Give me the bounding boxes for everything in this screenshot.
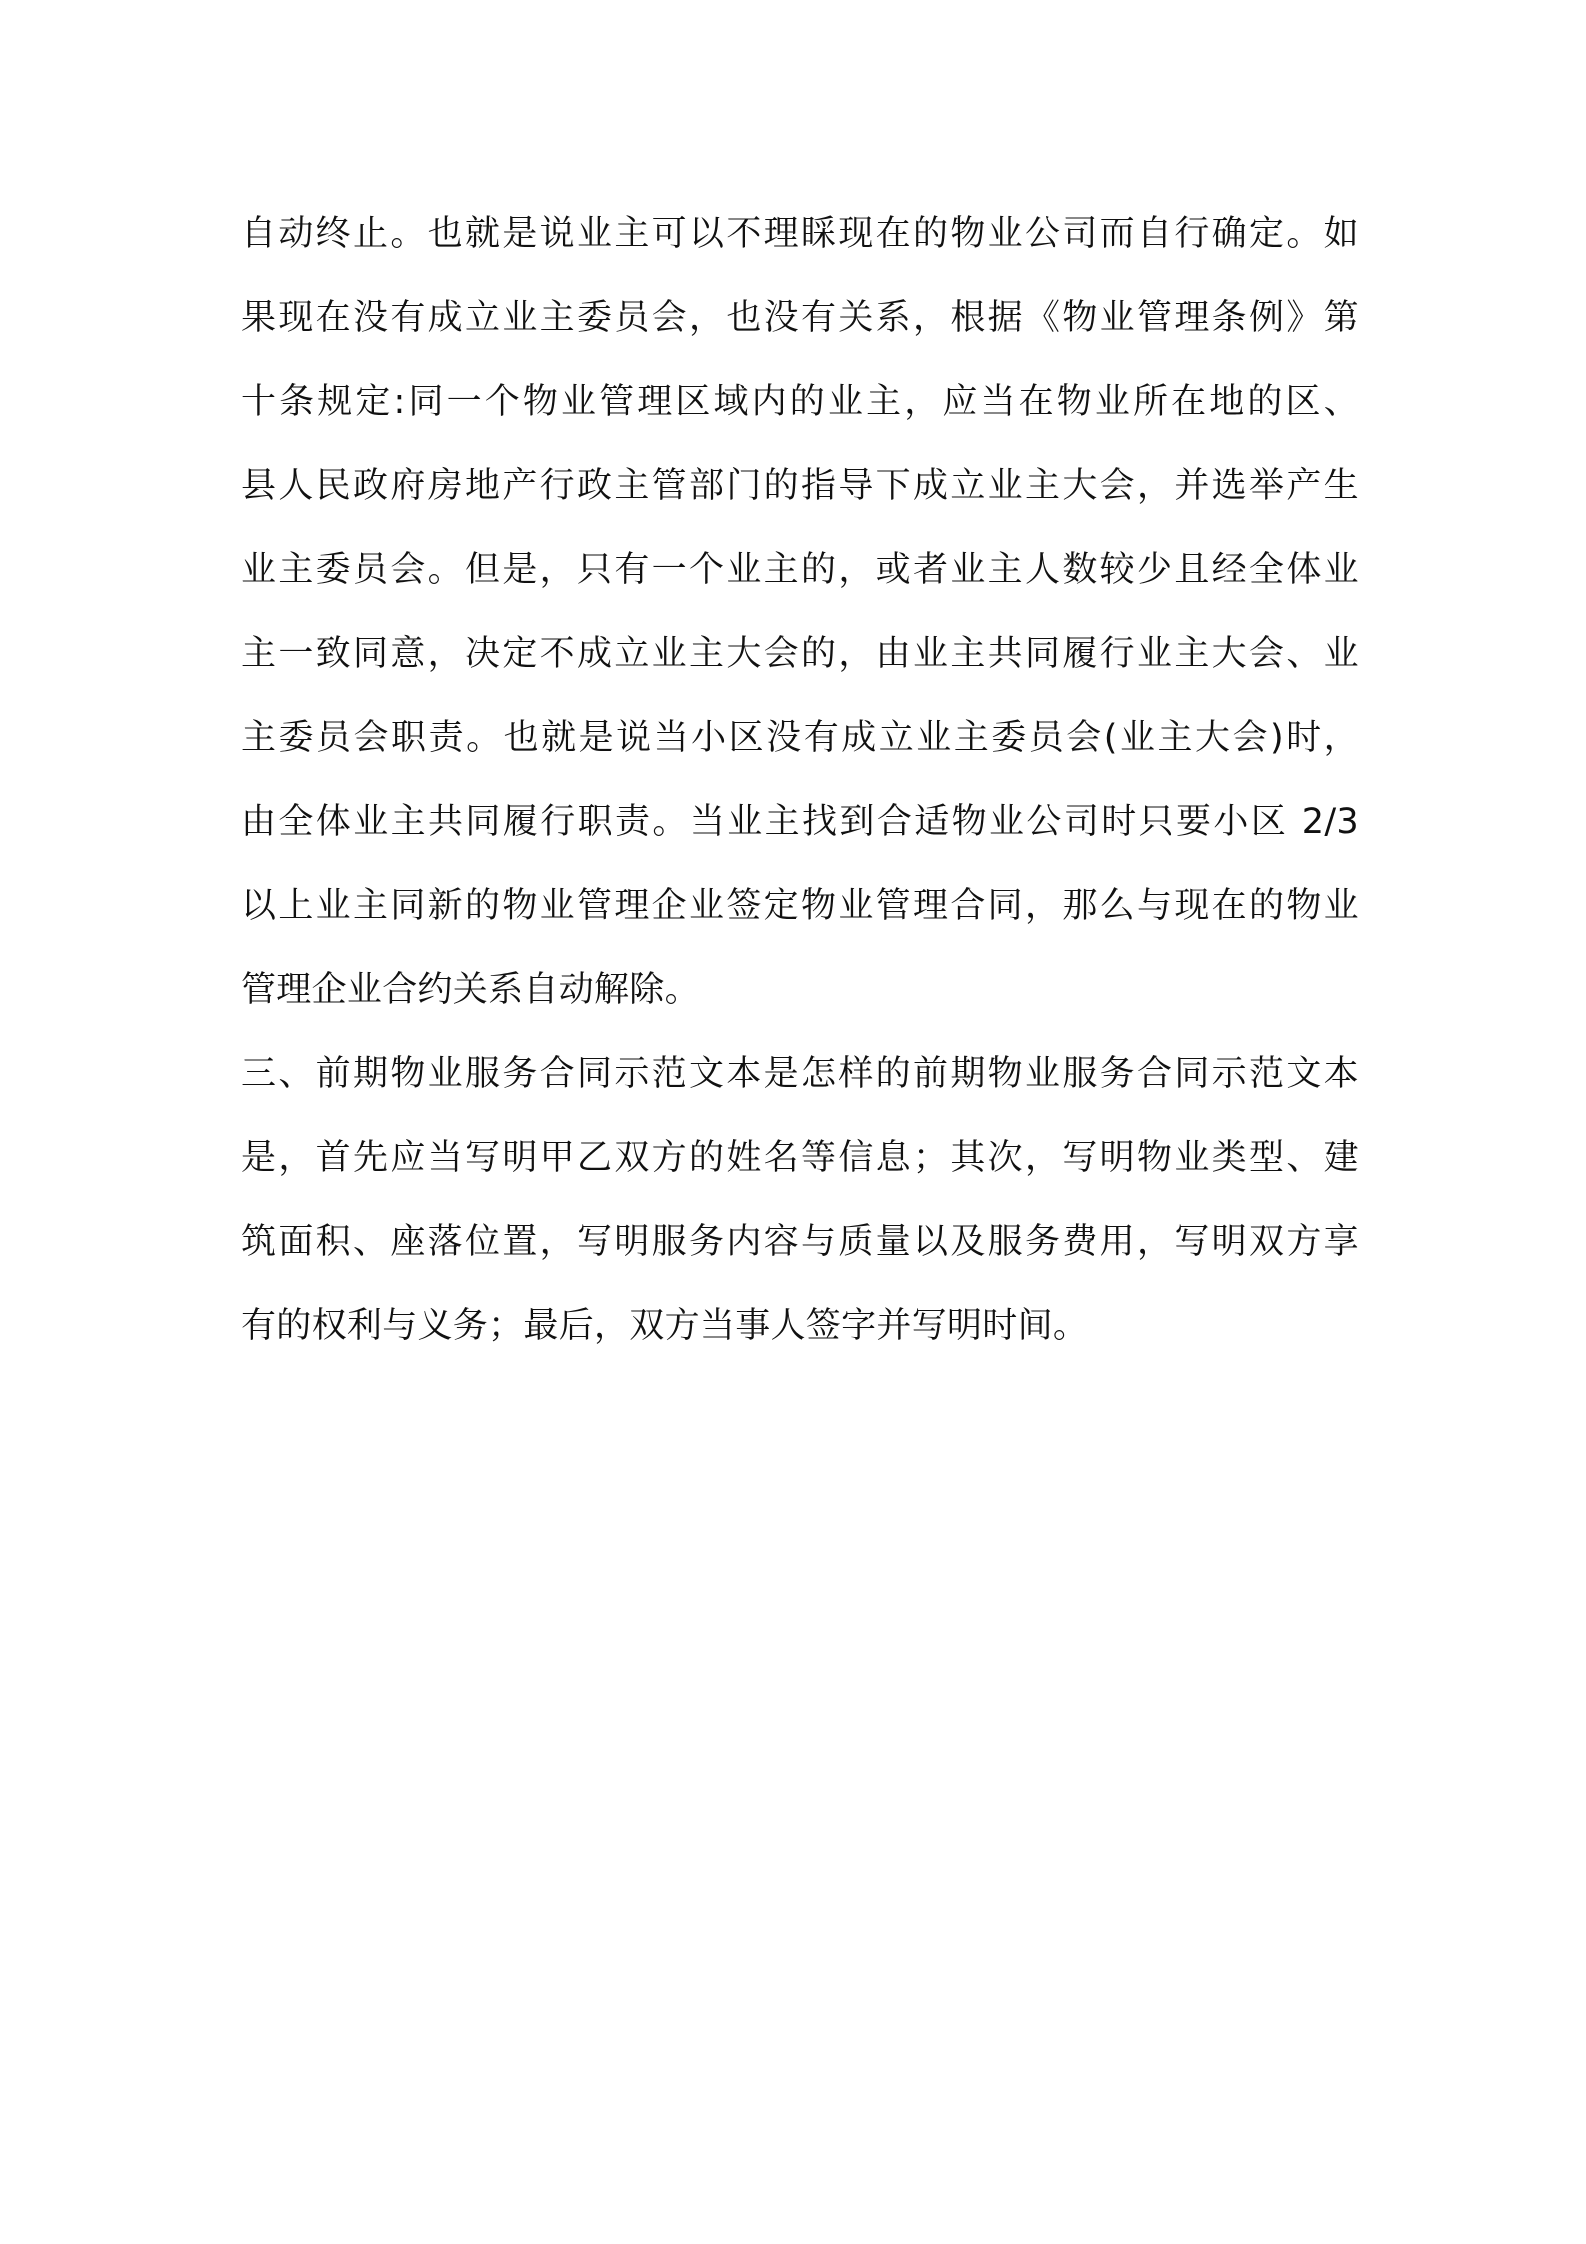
document-body (241, 192, 1359, 1368)
text-line: 是，首先应当写明甲乙双方的姓名等信息；其次，写明物业类型、建 (241, 1138, 1359, 1178)
text-line: 业主委员会。但是，只有一个业主的，或者业主人数较少且经全体业 (241, 550, 1359, 590)
section-heading-line: 三、前期物业服务合同示范文本是怎样的前期物业服务合同示范文本 (241, 1054, 1359, 1094)
text-line: 管理企业合约关系自动解除。 (241, 970, 700, 1010)
text-line: 由全体业主共同履行职责。当业主找到合适物业公司时只要小区 2/3 (241, 802, 1359, 842)
text-line: 十条规定:同一个物业管理区域内的业主，应当在物业所在地的区、 (241, 382, 1359, 422)
text-line: 自动终止。也就是说业主可以不理睬现在的物业公司而自行确定。如 (241, 214, 1359, 254)
text-line: 县人民政府房地产行政主管部门的指导下成立业主大会，并选举产生 (241, 466, 1359, 506)
text-line: 果现在没有成立业主委员会，也没有关系，根据《物业管理条例》第 (241, 298, 1359, 338)
text-line: 有的权利与义务；最后，双方当事人签字并写明时间。 (241, 1306, 1089, 1346)
text-line: 筑面积、座落位置，写明服务内容与质量以及服务费用，写明双方享 (241, 1222, 1359, 1262)
text-line: 主一致同意，决定不成立业主大会的，由业主共同履行业主大会、业 (241, 634, 1359, 674)
text-line: 主委员会职责。也就是说当小区没有成立业主委员会(业主大会)时， (241, 718, 1359, 758)
text-line: 以上业主同新的物业管理企业签定物业管理合同，那么与现在的物业 (241, 886, 1359, 926)
